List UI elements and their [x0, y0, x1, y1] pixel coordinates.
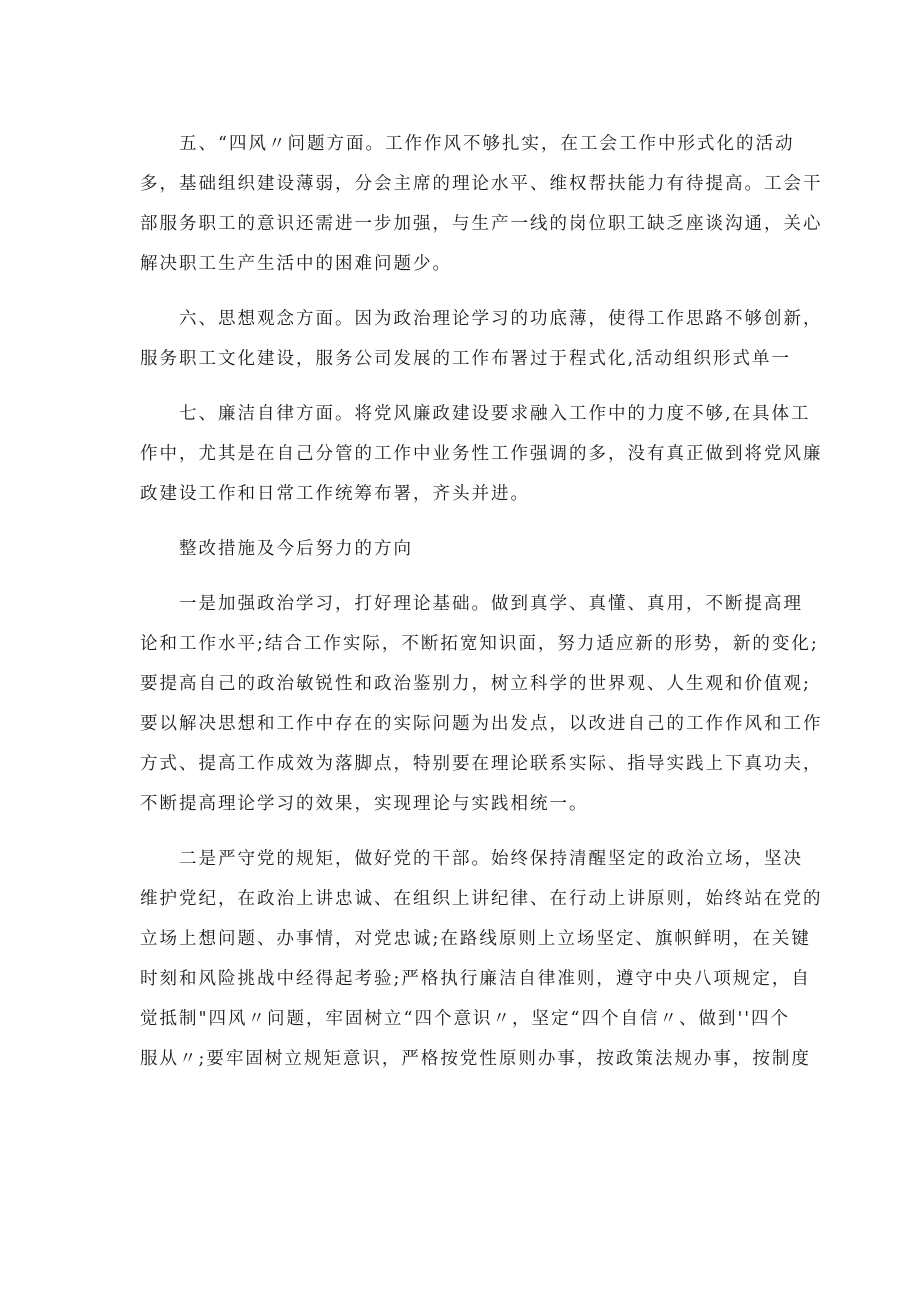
text-line: 一是加强政治学习，打好理论基础。做到真学、真懂、真用，不断提高理 [140, 594, 803, 614]
section-heading [140, 529, 800, 569]
text-line: 政建设工作和日常工作统筹布署，齐头并进。 [140, 484, 530, 504]
paragraph-sifeng [140, 124, 823, 284]
text-line: 方式、提高工作成效为落脚点，特别要在理论联系实际、指导实践上下真功夫， [140, 754, 823, 774]
text-line: 六、思想观念方面。因为政治理论学习的功底薄，使得工作思路不够创新， [140, 309, 823, 329]
text-line: 服从〃;要牢固树立规矩意识，严格按党性原则办事，按政策法规办事，按制度 [140, 1049, 811, 1069]
text-line: 论和工作水平;结合工作实际，不断拓宽知识面，努力适应新的形势，新的变化; [140, 634, 819, 654]
text-line: 维护党纪，在政治上讲忠诚、在组织上讲纪律、在行动上讲原则，始终站在党的 [140, 889, 823, 909]
paragraph-lianjie [140, 394, 823, 514]
paragraph-measure-two [140, 839, 823, 1079]
text-line: 二是严守党的规矩，做好党的干部。始终保持清醒坚定的政治立场，坚决 [140, 849, 803, 869]
text-line: 五、“四风〃问题方面。工作作风不够扎实，在工会工作中形式化的活动 [140, 134, 795, 154]
text-line: 多，基础组织建设薄弱，分会主席的理论水平、维权帮扶能力有待提高。工会干 [140, 174, 823, 194]
text-line: 部服务职工的意识还需进一步加强，与生产一线的岗位职工缺乏座谈沟通，关心 [140, 214, 823, 234]
text-line: 觉抵制"四风〃问题，牢固树立“四个意识〃，坚定“四个自信〃、做到''四个 [140, 1009, 791, 1029]
text-line: 解决职工生产生活中的困难问题少。 [140, 254, 452, 274]
text-line: 作中，尤其是在自己分管的工作中业务性工作强调的多，没有真正做到将党风廉 [140, 444, 823, 464]
document-page [140, 124, 823, 1079]
text-line: 立场上想问题、办事情，对党忠诚;在路线原则上立场坚定、旗帜鲜明，在关键 [140, 929, 811, 949]
text-line: 要提高自己的政治敏锐性和政治鉴别力，树立科学的世界观、人生观和价值观; [140, 674, 811, 694]
text-line: 时刻和风险挑战中经得起考验;严格执行廉洁自律准则，遵守中央八项规定，自 [140, 969, 811, 989]
text-line: 不断提高理论学习的效果，实现理论与实践相统一。 [140, 794, 589, 814]
text-line: 七、廉洁自律方面。将党风廉政建设要求融入工作中的力度不够,在具体工 [140, 404, 811, 424]
text-line: 整改措施及今后努力的方向 [140, 539, 413, 559]
paragraph-sixiang [140, 299, 823, 379]
text-line: 服务职工文化建设，服务公司发展的工作布署过于程式化,活动组织形式单一 [140, 349, 792, 369]
text-line: 要以解决思想和工作中存在的实际问题为出发点，以改进自己的工作作风和工作 [140, 714, 823, 734]
paragraph-measure-one [140, 584, 823, 824]
